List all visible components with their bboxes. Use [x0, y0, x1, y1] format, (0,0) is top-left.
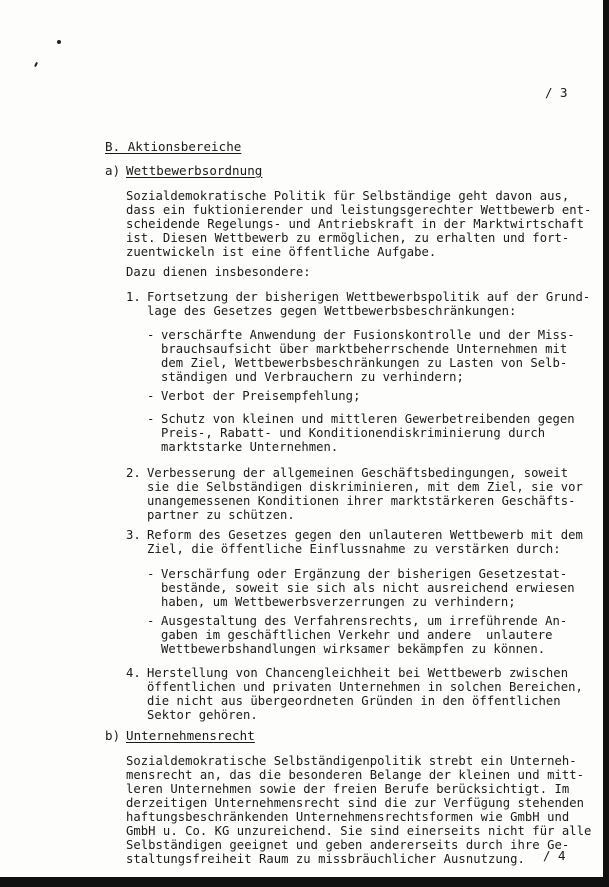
intro-line: dass ein fuktionierender und leistungsgerechter Wettbewerb ent- — [126, 203, 592, 217]
body-line: derzeitigen Unternehmensrecht sind die zur Verfügung stehenden — [126, 796, 585, 810]
bullet-dash: - — [147, 614, 155, 628]
item-line: Fortsetzung der bisherigen Wettbewerbspolitik auf der Grund- — [147, 290, 591, 304]
intro-line: zuentwickeln ist eine öffentliche Aufgabe. — [126, 245, 437, 259]
scan-speck — [34, 62, 38, 67]
bullet-line: ständigen und Verbrauchern zu verhindern; — [161, 370, 464, 384]
item-line: Ziel, die öffentliche Einflussnahme zu verstärken durch: — [147, 542, 561, 556]
body-line: mensrecht an, das die besonderen Belange der kleinen und mitt- — [126, 768, 585, 782]
item-line: die nicht aus übergeordneten Gründen in den öffentlichen — [147, 694, 561, 708]
item-number: 4. — [126, 666, 141, 680]
item-number: 1. — [126, 290, 141, 304]
item-line: sie die Selbständigen diskriminieren, mit dem Ziel, sie vor — [147, 480, 583, 494]
body-line: Selbständigen geeignet und geben andererseits durch ihre Ge- — [126, 838, 570, 852]
intro-line: Sozialdemokratische Politik für Selbständige geht davon aus, — [126, 189, 570, 203]
body-line: haftungsbeschränkenden Unternehmensrechtsformen wie GmbH und — [126, 810, 570, 824]
bullet-dash: - — [147, 412, 155, 426]
intro-line: scheidende Regelungs- und Antriebskraft in der Marktwirtschaft — [126, 217, 585, 231]
body-line: leren Unternehmen sowie der freien Berufe berücksichtigt. Im — [126, 782, 570, 796]
bullet-dash: - — [147, 328, 155, 342]
item-line: Herstellung von Chancengleichheit bei Wettbewerb zwischen — [147, 666, 569, 680]
bullet-line: marktstarke Unternehmen. — [161, 440, 339, 454]
bullet-line: Ausgestaltung des Verfahrensrechts, um irreführende An- — [161, 614, 568, 628]
subsection-b-label: b) — [105, 728, 121, 743]
section-title: B. Aktionsbereiche — [105, 139, 242, 154]
body-line: GmbH u. Co. KG unzureichend. Sie sind einerseits nicht für alle — [126, 824, 592, 838]
bullet-line: Schutz von kleinen und mittleren Gewerbetreibenden gegen — [161, 412, 575, 426]
subsection-b-title: Unternehmensrecht — [126, 728, 255, 743]
item-line: Verbesserung der allgemeinen Geschäftsbedingungen, soweit — [147, 466, 569, 480]
bullet-line: haben, um Wettbewerbsverzerrungen zu verhindern; — [161, 595, 516, 609]
page-marker-top: / 3 — [545, 85, 568, 100]
body-line: Sozialdemokratische Selbständigenpolitik strebt ein Unterneh- — [126, 754, 577, 768]
bullet-line: Wettbewerbshandlungen wirksamer bekämpfen zu können. — [161, 642, 546, 656]
bullet-dash: - — [147, 567, 155, 581]
bullet-line: Verschärfung oder Ergänzung der bisherigen Gesetzestat- — [161, 567, 568, 581]
page-marker-bottom: / 4 — [543, 848, 566, 863]
scan-edge-bottom — [0, 877, 609, 887]
item-line: unangemessenen Konditionen ihrer marktstärkeren Geschäfts- — [147, 494, 576, 508]
subsection-a-title: Wettbewerbsordnung — [126, 163, 263, 178]
bullet-line: gaben im geschäftlichen Verkehr und andere unlautere — [161, 628, 553, 642]
bullet-line: Preis-, Rabatt- und Konditionendiskriminierung durch — [161, 426, 546, 440]
bullet-line: Verbot der Preisempfehlung; — [161, 389, 361, 403]
bullet-line: dem Ziel, Wettbewerbsbeschränkungen zu Lasten von Selb- — [161, 356, 568, 370]
intro-line: ist. Diesen Wettbewerb zu ermöglichen, zu erhalten und fort- — [126, 231, 570, 245]
item-line: Sektor gehören. — [147, 708, 258, 722]
bullet-line: brauchsaufsicht über marktbeherrschende Unternehmen mit — [161, 342, 568, 356]
body-line: staltungsfreiheit Raum zu missbräuchlicher Ausnutzung. — [126, 852, 525, 866]
item-line: partner zu schützen. — [147, 508, 295, 522]
scan-speck — [57, 40, 61, 44]
bullet-line: verschärfte Anwendung der Fusionskontrolle und der Miss- — [161, 328, 575, 342]
item-line: öffentlichen und privaten Unternehmen in solchen Bereichen, — [147, 680, 583, 694]
item-number: 3. — [126, 528, 141, 542]
lead-text: Dazu dienen insbesondere: — [126, 265, 311, 279]
scan-edge-right — [603, 0, 609, 887]
subsection-a-label: a) — [105, 163, 121, 178]
bullet-line: bestände, soweit sie sich als nicht ausreichend erwiesen — [161, 581, 575, 595]
item-line: lage des Gesetzes gegen Wettbewerbsbeschränkungen: — [147, 304, 517, 318]
item-number: 2. — [126, 466, 141, 480]
item-line: Reform des Gesetzes gegen den unlauteren Wettbewerb mit dem — [147, 528, 583, 542]
bullet-dash: - — [147, 389, 155, 403]
